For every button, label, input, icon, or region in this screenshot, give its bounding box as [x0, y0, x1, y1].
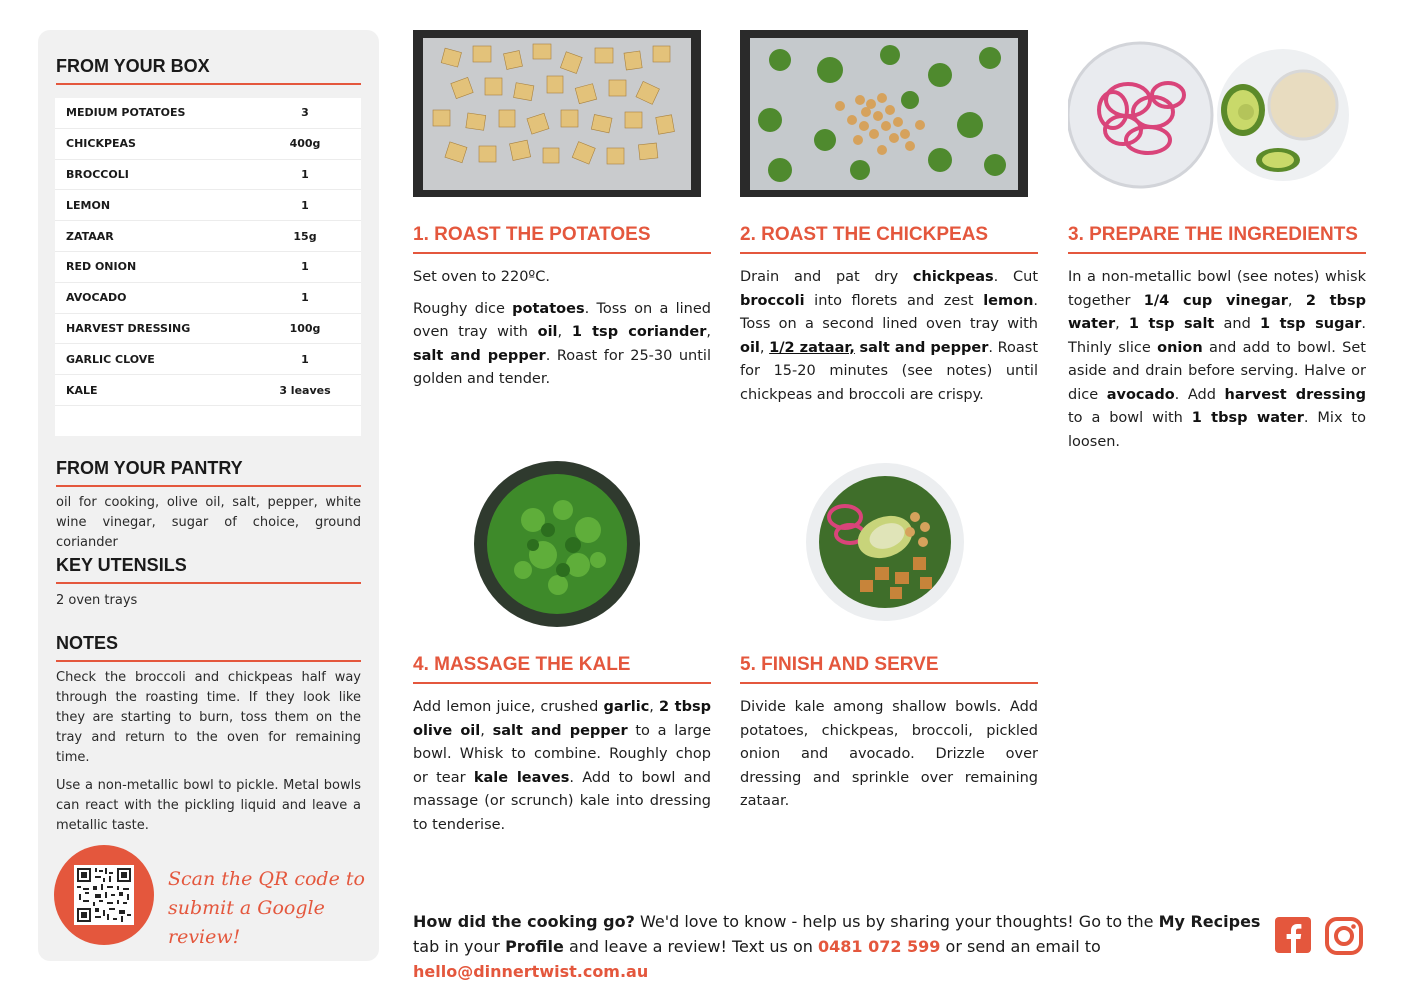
ingredient-qty: 1: [301, 291, 309, 305]
ingredient-name: AVOCADO: [66, 291, 127, 305]
ingredient-qty: 100g: [289, 321, 321, 335]
ingredient-qty: 3: [301, 106, 309, 120]
instagram-icon[interactable]: [1325, 917, 1363, 955]
qr-caption-line: Scan the QR code to: [168, 868, 365, 890]
ingredients-table: [55, 98, 361, 436]
step-2-title: 2. ROAST THE CHICKPEAS: [740, 224, 1038, 254]
step-paragraph: In a non-metallic bowl (see notes) whisk together 1/4 cup vinegar, 2 tbsp water, 1 tsp salt and 1 tsp sugar. Thinly slice onion and add to bowl. Set aside and drain before serving. Halve or dice avocado. Add harvest dressing to a bowl with 1 tbsp water. Mix to loosen.: [1068, 269, 1366, 450]
table-row: [55, 221, 361, 252]
ingredient-qty: 15g: [293, 229, 317, 243]
step-5-body: [740, 696, 1038, 814]
table-row: [55, 160, 361, 191]
finish-and-serve-photo: [805, 462, 965, 622]
from-your-box-title: FROM YOUR BOX: [56, 56, 361, 85]
ingredient-name: GARLIC CLOVE: [66, 352, 155, 366]
step-4-body: [413, 696, 711, 837]
step-3-body: [1068, 266, 1366, 454]
note-paragraph: Use a non-metallic bowl to pickle. Metal bowls can react with the pickling liquid and leave a metallic taste.: [56, 778, 361, 833]
step-3-title: 3. PREPARE THE INGREDIENTS: [1068, 224, 1366, 254]
step-paragraph: Drain and pat dry chickpeas. Cut broccoli into florets and zest lemon. Toss on a second lined oven tray with oil, 1/2 zataar, salt and pepper. Roast for 15-20 minutes (see notes) until chickpeas and broccoli are crispy.: [740, 269, 1039, 403]
table-row: [55, 190, 361, 221]
table-row: [55, 252, 361, 283]
table-row: [55, 314, 361, 345]
step-1-body: [413, 266, 711, 392]
step-1-title: 1. ROAST THE POTATOES: [413, 224, 711, 254]
utensils-text: 2 oven trays: [56, 593, 138, 608]
ingredient-name: LEMON: [66, 198, 111, 212]
step-paragraph: Divide kale among shallow bowls. Add potatoes, chickpeas, broccoli, pickled onion and avocado. Drizzle over dressing and sprinkle over remaining zataar.: [740, 699, 1038, 809]
table-row: [55, 375, 361, 406]
ingredient-name: HARVEST DRESSING: [66, 321, 191, 335]
step-paragraph: Set oven to 220ºC.: [413, 269, 550, 285]
ingredient-qty: 1: [301, 352, 309, 366]
email-link[interactable]: hello@dinnertwist.com.au: [413, 962, 649, 981]
ingredient-qty: 1: [301, 167, 309, 181]
qr-code-icon[interactable]: [74, 865, 134, 925]
ingredient-name: ZATAAR: [66, 229, 114, 243]
step-5-title: 5. FINISH AND SERVE: [740, 654, 1038, 684]
ingredient-name: KALE: [66, 383, 98, 397]
notes-text: [56, 668, 361, 836]
ingredient-qty: 1: [301, 198, 309, 212]
key-utensils-title: KEY UTENSILS: [56, 555, 361, 584]
facebook-icon[interactable]: [1275, 917, 1313, 955]
step-4-title: 4. MASSAGE THE KALE: [413, 654, 711, 684]
ingredient-name: RED ONION: [66, 260, 137, 274]
qr-caption-line: submit a Google review!: [168, 897, 325, 948]
note-paragraph: Check the broccoli and chickpeas half way through the roasting time. If they look like they are starting to burn, toss them on the tray and return to the oven for remaining time.: [56, 670, 361, 765]
prepare-ingredients-photo: [1068, 40, 1353, 190]
step-paragraph: Add lemon juice, crushed garlic, 2 tbsp olive oil, salt and pepper to a large bowl. Whisk to combine. Roughly chop or tear kale leaves. Add to bowl and massage (or scrunch) kale into dressing to tenderise.: [413, 699, 711, 833]
ingredient-name: BROCCOLI: [66, 167, 129, 181]
table-row: [55, 344, 361, 375]
table-row: [55, 129, 361, 160]
step-2-body: [740, 266, 1038, 407]
ingredient-name: MEDIUM POTATOES: [66, 106, 186, 120]
massage-kale-photo: [473, 460, 641, 628]
step-paragraph: Roughy dice potatoes. Toss on a lined oven tray with oil, 1 tsp coriander, salt and pepper. Roast for 25-30 until golden and tender.: [413, 300, 711, 387]
roast-chickpeas-photo: [740, 30, 1028, 197]
table-row: [55, 98, 361, 129]
sidebar: [38, 30, 379, 961]
pantry-text: oil for cooking, olive oil, salt, pepper, white wine vinegar, sugar of choice, ground coriander: [56, 495, 361, 550]
ingredient-qty: 400g: [289, 137, 321, 151]
ingredient-qty: 3 leaves: [279, 383, 331, 397]
phone-link[interactable]: 0481 072 599: [817, 937, 941, 956]
review-prompt: How did the cooking go? We'd love to know - help us by sharing your thoughts! Go to the My Recipes tab in your Profile and leave a review! Text us on 0481 072 599 or send an email to hello@dinnertwist.com.au: [413, 912, 1261, 981]
from-your-pantry-title: FROM YOUR PANTRY: [56, 458, 361, 487]
roast-potatoes-photo: [413, 30, 701, 197]
ingredient-name: CHICKPEAS: [66, 137, 136, 151]
qr-caption: [168, 865, 368, 952]
table-row: [55, 283, 361, 314]
qr-code-badge[interactable]: [54, 845, 154, 945]
ingredient-qty: 1: [301, 260, 309, 274]
notes-title: NOTES: [56, 633, 361, 662]
